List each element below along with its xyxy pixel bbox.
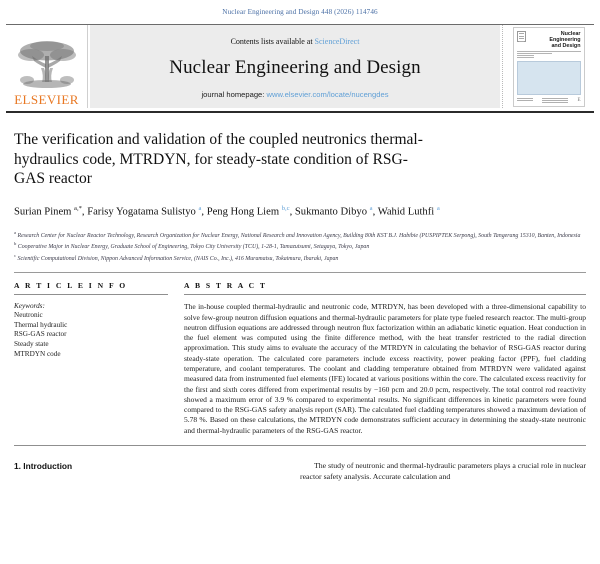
journal-homepage-line xyxy=(201,90,388,99)
journal-title: Nuclear Engineering and Design xyxy=(169,56,421,78)
introduction-columns xyxy=(0,461,600,482)
author-affiliation-mark: b,c xyxy=(281,204,290,212)
author-name: Wahid Luthfi xyxy=(377,206,437,218)
introduction-heading: 1. Introduction xyxy=(14,461,73,472)
cover-title-line2: and Design xyxy=(551,42,581,49)
cover-top-row xyxy=(514,28,584,49)
abstract-column xyxy=(184,281,586,436)
abstract-heading: A B S T R A C T xyxy=(184,281,267,291)
homepage-prefix: journal homepage: xyxy=(201,89,267,99)
abstract-bottom-rule xyxy=(14,445,586,446)
affiliation-mark: a xyxy=(14,229,17,235)
cover-title xyxy=(529,31,581,49)
keywords-label: Keywords: xyxy=(14,302,45,311)
article-info-column xyxy=(14,281,184,436)
author-affiliation-mark: a xyxy=(436,204,440,212)
sciencedirect-link[interactable]: ScienceDirect xyxy=(314,36,360,46)
contents-prefix: Contents lists available at xyxy=(230,36,315,46)
journal-banner xyxy=(90,25,500,108)
affiliation-item: $^b$ Cooperative Major in Nuclear Energy, Graduate School of Engineering, Tokyo City University (TCU), 1-28-1, Tamazutsumi, Setagaya, Tokyo, Japan xyxy=(14,241,370,251)
abstract-text: The in-house coupled thermal-hydraulic and neutronic code, MTRDYN, has been developed with a three-dimensional capability to solve few-group neutron diffusion equations and thermal-hydraulic parameters for plate type fueled research reactor. The multi-group neutron diffusion equations are addressed through neutron flux factorization within an adiabatic kinetic equation. Heat conduction in the fuel element was computed using the finite difference method, with the heat transfer restricted to the radial direction approximation. This study aims to evaluate the accuracy of the MTRDYN in calculating the behavior of RSG-GAS reactor during steady-state operation. The calculated core parameters include excess reactivity, power peaking factor (PPF), fuel cladding temperature, and coolant temperatures. The coolant and cladding temperature obtained from MTRDYN were validated against measured data from instrumented fuel elements (IFE) located at various positions within the core. The calculated excess reactivity for the first and sixth cores differed from experimental results by −160 pcm and 20.0 pcm, respectively. The total control rod reactivity showed a maximum error of 3.9 % compared to experimental results. No significant differences in kinetic parameters were found compared to the RSG-GAS safety analysis report (SAR). The calculated fuel cladding temperatures showed a maximum deviation of 5.78 %. Based on these calculations, the MTRDYN code demonstrates sufficient accuracy in determining the steady-state neutronic and thermal-hydraulic parameters of the RSG-GAS reactor. xyxy=(184,302,586,435)
introduction-left-column xyxy=(14,461,300,482)
elsevier-logo xyxy=(6,25,88,108)
author-affiliation-mark: a xyxy=(369,204,373,212)
journal-homepage-link[interactable]: www.elsevier.com/locate/nucengdes xyxy=(266,89,389,99)
front-matter-rule xyxy=(14,272,586,273)
author-affiliation-mark: a xyxy=(198,204,202,212)
article-info-heading: A R T I C L E I N F O xyxy=(14,281,128,291)
introduction-body: The study of neutronic and thermal-hydraulic parameters plays a crucial role in nuclear reactor safety analysis. Accurate calculation and xyxy=(300,461,586,481)
keyword-item: Steady state xyxy=(14,340,49,348)
author-list: Surian Pinem $^{a,*}$, Farisy Yogatama Sulistyo $^a$, Peng Hong Liem $^{b,c}$, Sukmanto Dibyo $^a$, Wahid Luthfi $^a$ xyxy=(14,204,440,218)
keywords-list xyxy=(14,311,168,359)
cover-footer-lines xyxy=(542,98,568,104)
cover-bottom-row xyxy=(514,95,584,104)
journal-cover-thumbnail xyxy=(513,27,585,107)
contents-lists-line xyxy=(231,37,360,46)
journal-cover-cell xyxy=(502,25,594,108)
author-affiliation-mark: a,* xyxy=(74,204,82,212)
introduction-right-column xyxy=(300,461,586,482)
elsevier-tree-icon xyxy=(15,38,79,92)
cover-image-panel xyxy=(517,61,581,95)
author-name: Sukmanto Dibyo xyxy=(294,206,370,218)
elsevier-wordmark: ELSEVIER xyxy=(14,92,79,107)
journal-masthead xyxy=(6,24,594,108)
affiliation-mark: c xyxy=(14,252,17,258)
info-abstract-columns xyxy=(14,281,586,436)
author-name: Peng Hong Liem xyxy=(206,206,282,218)
affiliation-mark: b xyxy=(14,241,17,247)
cover-badge-icon xyxy=(517,31,526,42)
affiliation-list xyxy=(14,229,586,264)
keyword-item: MTRDYN code xyxy=(14,349,61,358)
keyword-item: Neutronic xyxy=(14,311,43,320)
running-head: Nuclear Engineering and Design 448 (2026) 114746 xyxy=(222,8,378,16)
affiliation-item: $^c$ Scientific Computational Division, Nippon Advanced Information Service, (NAIS Co., Inc.), 416 Muramatsu, Tokaimura, Ibaraki, Japan xyxy=(14,252,339,262)
cover-subtitle-lines xyxy=(517,51,581,59)
article-info-rule xyxy=(14,294,168,295)
author-name: Surian Pinem xyxy=(14,206,75,218)
cover-publisher-logo: E xyxy=(577,98,581,104)
masthead-bottom-rule xyxy=(6,111,594,113)
keyword-item: RSG-GAS reactor xyxy=(14,330,67,339)
article-front-matter xyxy=(0,130,600,436)
abstract-rule xyxy=(184,294,586,295)
cover-issn-lines xyxy=(517,98,533,104)
affiliation-item: $^a$ Research Center for Nuclear Reactor Technology, Research Organization for Nuclear Energy, National Research and Innovation Agency, Building 80th KST B.J. Habibie (PUSPIPTEK Serpong), South Tangerang 15310, Banten, Indonesia xyxy=(14,229,581,239)
cover-title-line1: Nuclear Engineering xyxy=(549,30,581,43)
page-title: The verification and validation of the coupled neutronics thermal-hydraulics code, MTRDYN, for steady-state condition of RSG-GAS reactor xyxy=(14,131,423,187)
keyword-item: Thermal hydraulic xyxy=(14,320,68,329)
author-name: Farisy Yogatama Sulistyo xyxy=(87,206,199,218)
